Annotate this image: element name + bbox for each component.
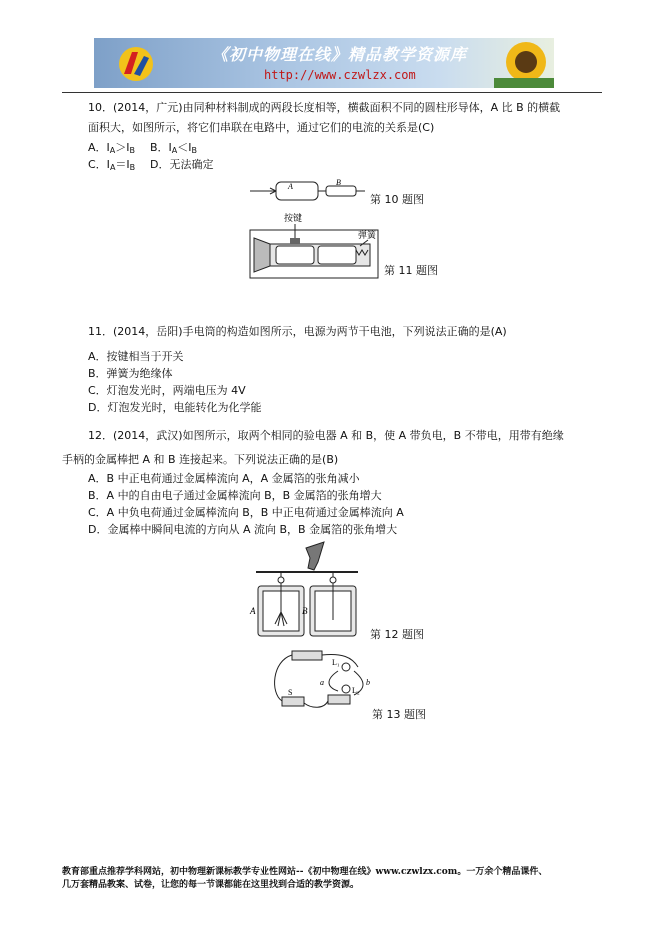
q13-label-b: b	[366, 678, 370, 687]
q11-stem: 11．(2014，岳阳)手电筒的构造如图所示，电源为两节干电池，下列说法正确的是(A)	[88, 325, 507, 338]
q12-option-d: D．金属棒中瞬间电流的方向从 A 流向 B，B 金属箔的张角增大	[88, 523, 398, 536]
q11-option-d: D．灯泡发光时，电能转化为化学能	[88, 401, 262, 414]
q12-label-b: B	[302, 606, 308, 616]
q12-caption: 第 12 题图	[370, 628, 424, 641]
footer-line2: 几万套精品教案、试卷，让您的每一节课都能在这里找到合适的教学资源。	[62, 880, 360, 890]
q10-option-b: B．$I_A<I_B$	[150, 141, 198, 155]
q11-option-b: B．弹簧为绝缘体	[88, 367, 173, 380]
q12-option-b: B．A 中的自由电子通过金属棒流向 B，B 金属箔的张角增大	[88, 489, 382, 502]
q12-label-a: A	[250, 606, 256, 616]
site-title: 《初中物理在线》精品教学资源库	[212, 45, 468, 64]
q10-stem-line1: 10．(2014，广元)由同种材料制成的两段长度相等，横截面积不同的圆柱形导体，A 比 B 的横截	[88, 101, 561, 114]
q10-label-b: B	[336, 178, 341, 187]
q12-stem-line2: 手柄的金属棒把 A 和 B 连接起来。下列说法正确的是(B)	[62, 453, 339, 466]
q13-caption: 第 13 题图	[372, 708, 426, 721]
q13-label-l2: L₂	[352, 686, 360, 695]
q11-option-a: A．按键相当于开关	[88, 350, 184, 363]
q11-option-c: C．灯泡发光时，两端电压为 4V	[88, 384, 246, 397]
q13-label-s: S	[288, 688, 293, 697]
q10-caption: 第 10 题图	[370, 193, 424, 206]
q11-flashlight-figure	[248, 210, 383, 282]
header-banner	[94, 38, 554, 88]
q12-option-a: A．B 中正电荷通过金属棒流向 A，A 金属箔的张角减小	[88, 472, 360, 485]
site-logo-icon	[116, 44, 156, 84]
q10-option-a: A．$I_A>I_B$	[88, 141, 136, 155]
q11-caption: 第 11 题图	[384, 264, 438, 277]
q12-stem-line1: 12．(2014，武汉)如图所示，取两个相同的验电器 A 和 B，使 A 带负电，B 不带电，用带有绝缘	[88, 429, 564, 442]
q12-option-c: C．A 中负电荷通过金属棒流向 B，B 中正电荷通过金属棒流向 A	[88, 506, 404, 519]
q11-label-button: 按键	[284, 213, 303, 223]
q13-label-a: a	[320, 678, 324, 687]
site-url[interactable]: http://www.czwlzx.com	[264, 68, 416, 82]
footer-line1: 教育部重点推荐学科网站，初中物理新课标教学专业性网站--《初中物理在线》www.czwlzx.com。一万余个精品课件、	[62, 867, 548, 877]
q10-label-a: A	[288, 182, 293, 191]
q10-option-c: C．$I_A=I_B$	[88, 158, 136, 172]
q13-label-l1: L₁	[332, 658, 340, 667]
q12-electroscope-figure	[246, 540, 368, 640]
sunflower-icon	[494, 38, 554, 88]
q10-stem-line2: 面积大，如图所示，将它们串联在电路中，通过它们的电流的关系是(C)	[88, 121, 435, 134]
q13-circuit-figure	[268, 645, 370, 715]
q11-label-spring: 弹簧	[358, 230, 377, 240]
q10-option-d: D．无法确定	[150, 158, 214, 171]
header-divider	[62, 92, 602, 93]
q10-conductor-figure	[250, 178, 365, 204]
